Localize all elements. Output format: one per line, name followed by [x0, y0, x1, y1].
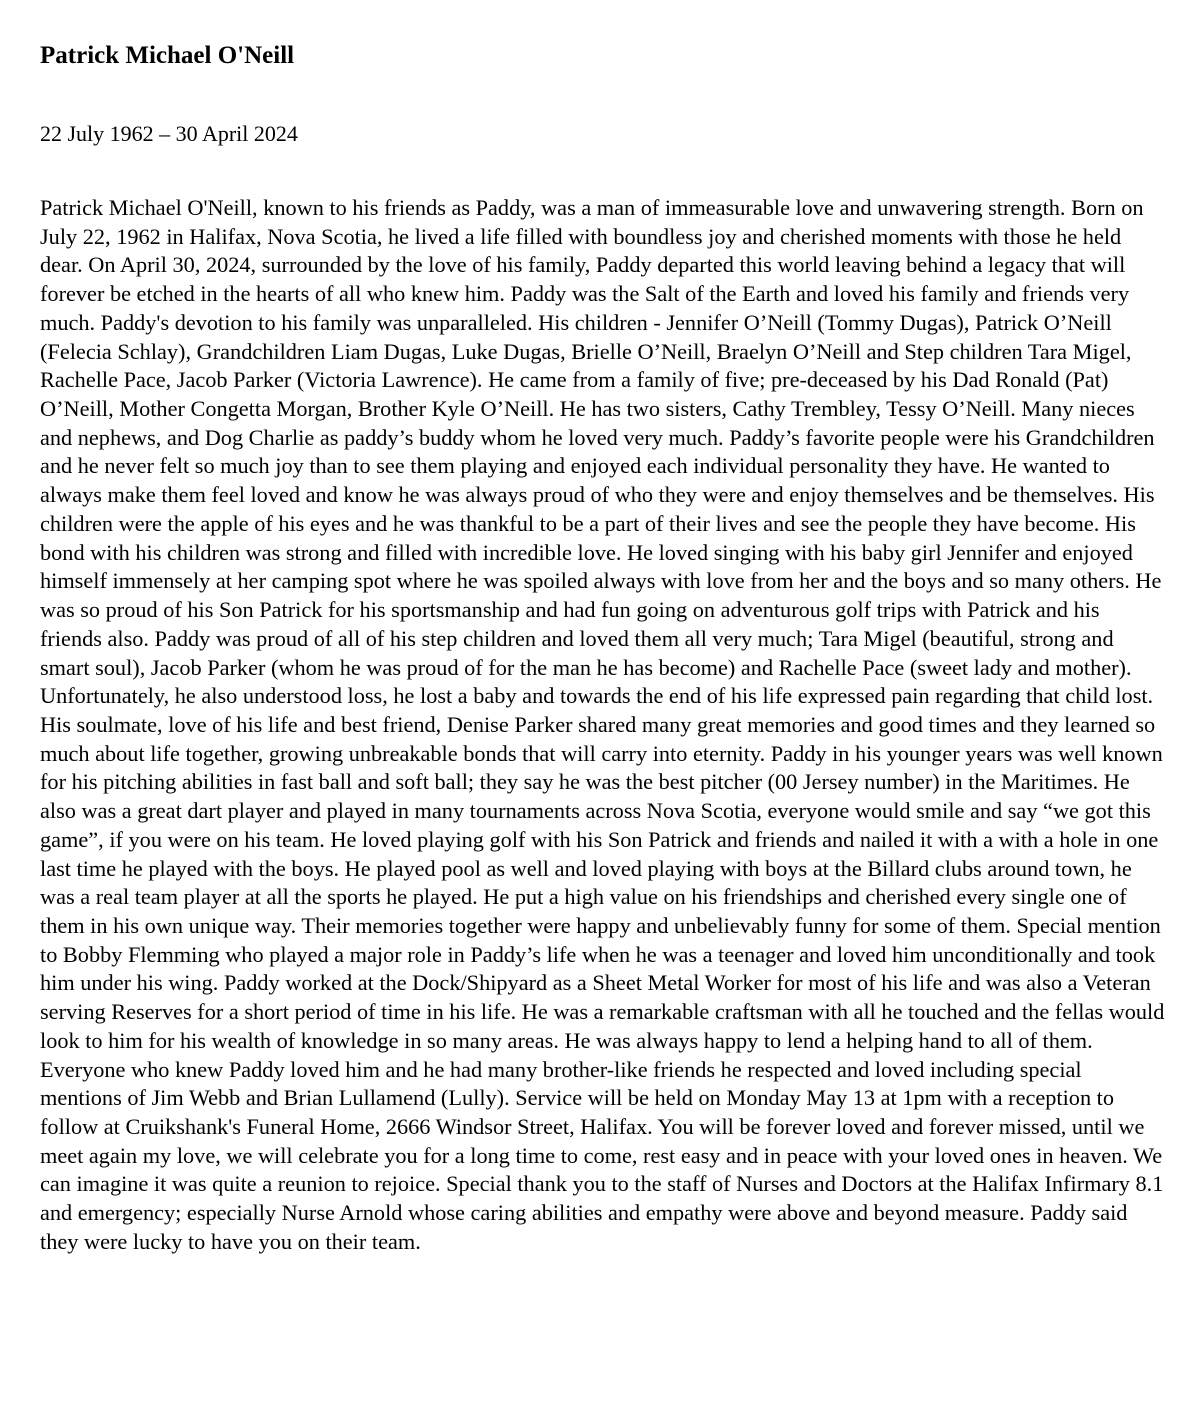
page-title: Patrick Michael O'Neill	[40, 42, 295, 69]
life-dates: 22 July 1962 – 30 April 2024	[40, 121, 298, 146]
obituary-body: Patrick Michael O'Neill, known to his friends as Paddy, was a man of immeasurable love and unwavering strength. Born on July 22, 1962 in Halifax, Nova Scotia, he lived a life filled with boundless joy and cherished moments with those he held dear. On April 30, 2024, surrounded by the love of his family, Paddy departed this world leaving behind a legacy that will forever be etched in the hearts of all who knew him. Paddy was the Salt of the Earth and loved his family and friends very much. Paddy's devotion to his family was unparalleled. His children - Jennifer O’Neill (Tommy Dugas), Patrick O’Neill (Felecia Schlay), Grandchildren Liam Dugas, Luke Dugas, Brielle O’Neill, Braelyn O’Neill and Step children Tara Migel, Rachelle Pace, Jacob Parker (Victoria Lawrence). He came from a family of five; pre-deceased by his Dad Ronald (Pat) O’Neill, Mother Congetta Morgan, Brother Kyle O’Neill. He has two sisters, Cathy Trembley, Tessy O’Neill. Many nieces and nephews, and Dog Charlie as paddy’s buddy whom he loved very much. Paddy’s favorite people were his Grandchildren and he never felt so much joy than to see them playing and enjoyed each individual personality they have. He wanted to always make them feel loved and know he was always proud of who they were and enjoy themselves and be themselves. His children were the apple of his eyes and he was thankful to be a part of their lives and see the people they have become. His bond with his children was strong and filled with incredible love. He loved singing with his baby girl Jennifer and enjoyed himself immensely at her camping spot where he was spoiled always with love from her and the boys and so many others. He was so proud of his Son Patrick for his sportsmanship and had fun going on adventurous golf trips with Patrick and his friends also. Paddy was proud of all of his step children and loved them all very much; Tara Migel (beautiful, strong and smart soul), Jacob Parker (whom he was proud of for the man he has become) and Rachelle Pace (sweet lady and mother). Unfortunately, he also understood loss, he lost a baby and towards the end of his life expressed pain regarding that child lost. His soulmate, love of his life and best friend, Denise Parker shared many great memories and good times and they learned so much about life together, growing unbreakable bonds that will carry into eternity. Paddy in his younger years was well known for his pitching abilities in fast ball and soft ball; they say he was the best pitcher (00 Jersey number) in the Maritimes. He also was a great dart player and played in many tournaments across Nova Scotia, everyone would smile and say “we got this game”, if you were on his team. He loved playing golf with his Son Patrick and friends and nailed it with a with a hole in one last time he played with the boys. He played pool as well and loved playing with boys at the Billard clubs around town, he was a real team player at all the sports he played. He put a high value on his friendships and cherished every single one of them in his own unique way. Their memories together were happy and unbelievably funny for some of them. Special mention to Bobby Flemming who played a major role in Paddy’s life when he was a teenager and loved him unconditionally and took him under his wing. Paddy worked at the Dock/Shipyard as a Sheet Metal Worker for most of his life and was also a Veteran serving Reserves for a short period of time in his life. He was a remarkable craftsman with all he touched and the fellas would look to him for his wealth of knowledge in so many areas. He was always happy to lend a helping hand to all of them. Everyone who knew Paddy loved him and he had many brother-like friends he respected and loved including special mentions of Jim Webb and Brian Lullamend (Lully). Service will be held on Monday May 13 at 1pm with a reception to follow at Cruikshank's Funeral Home, 2666 Windsor Street, Halifax. You will be forever loved and forever missed, until we meet again my love, we will celebrate you for a long time to come, rest easy and in peace with your loved ones in heaven. We can imagine it was quite a reunion to rejoice. Special thank you to the staff of Nurses and Doctors at the Halifax Infirmary 8.1 and emergency; especially Nurse Arnold whose caring abilities and empathy were above and beyond measure. Paddy said they were lucky to have you on their team.	[40, 195, 1165, 1254]
